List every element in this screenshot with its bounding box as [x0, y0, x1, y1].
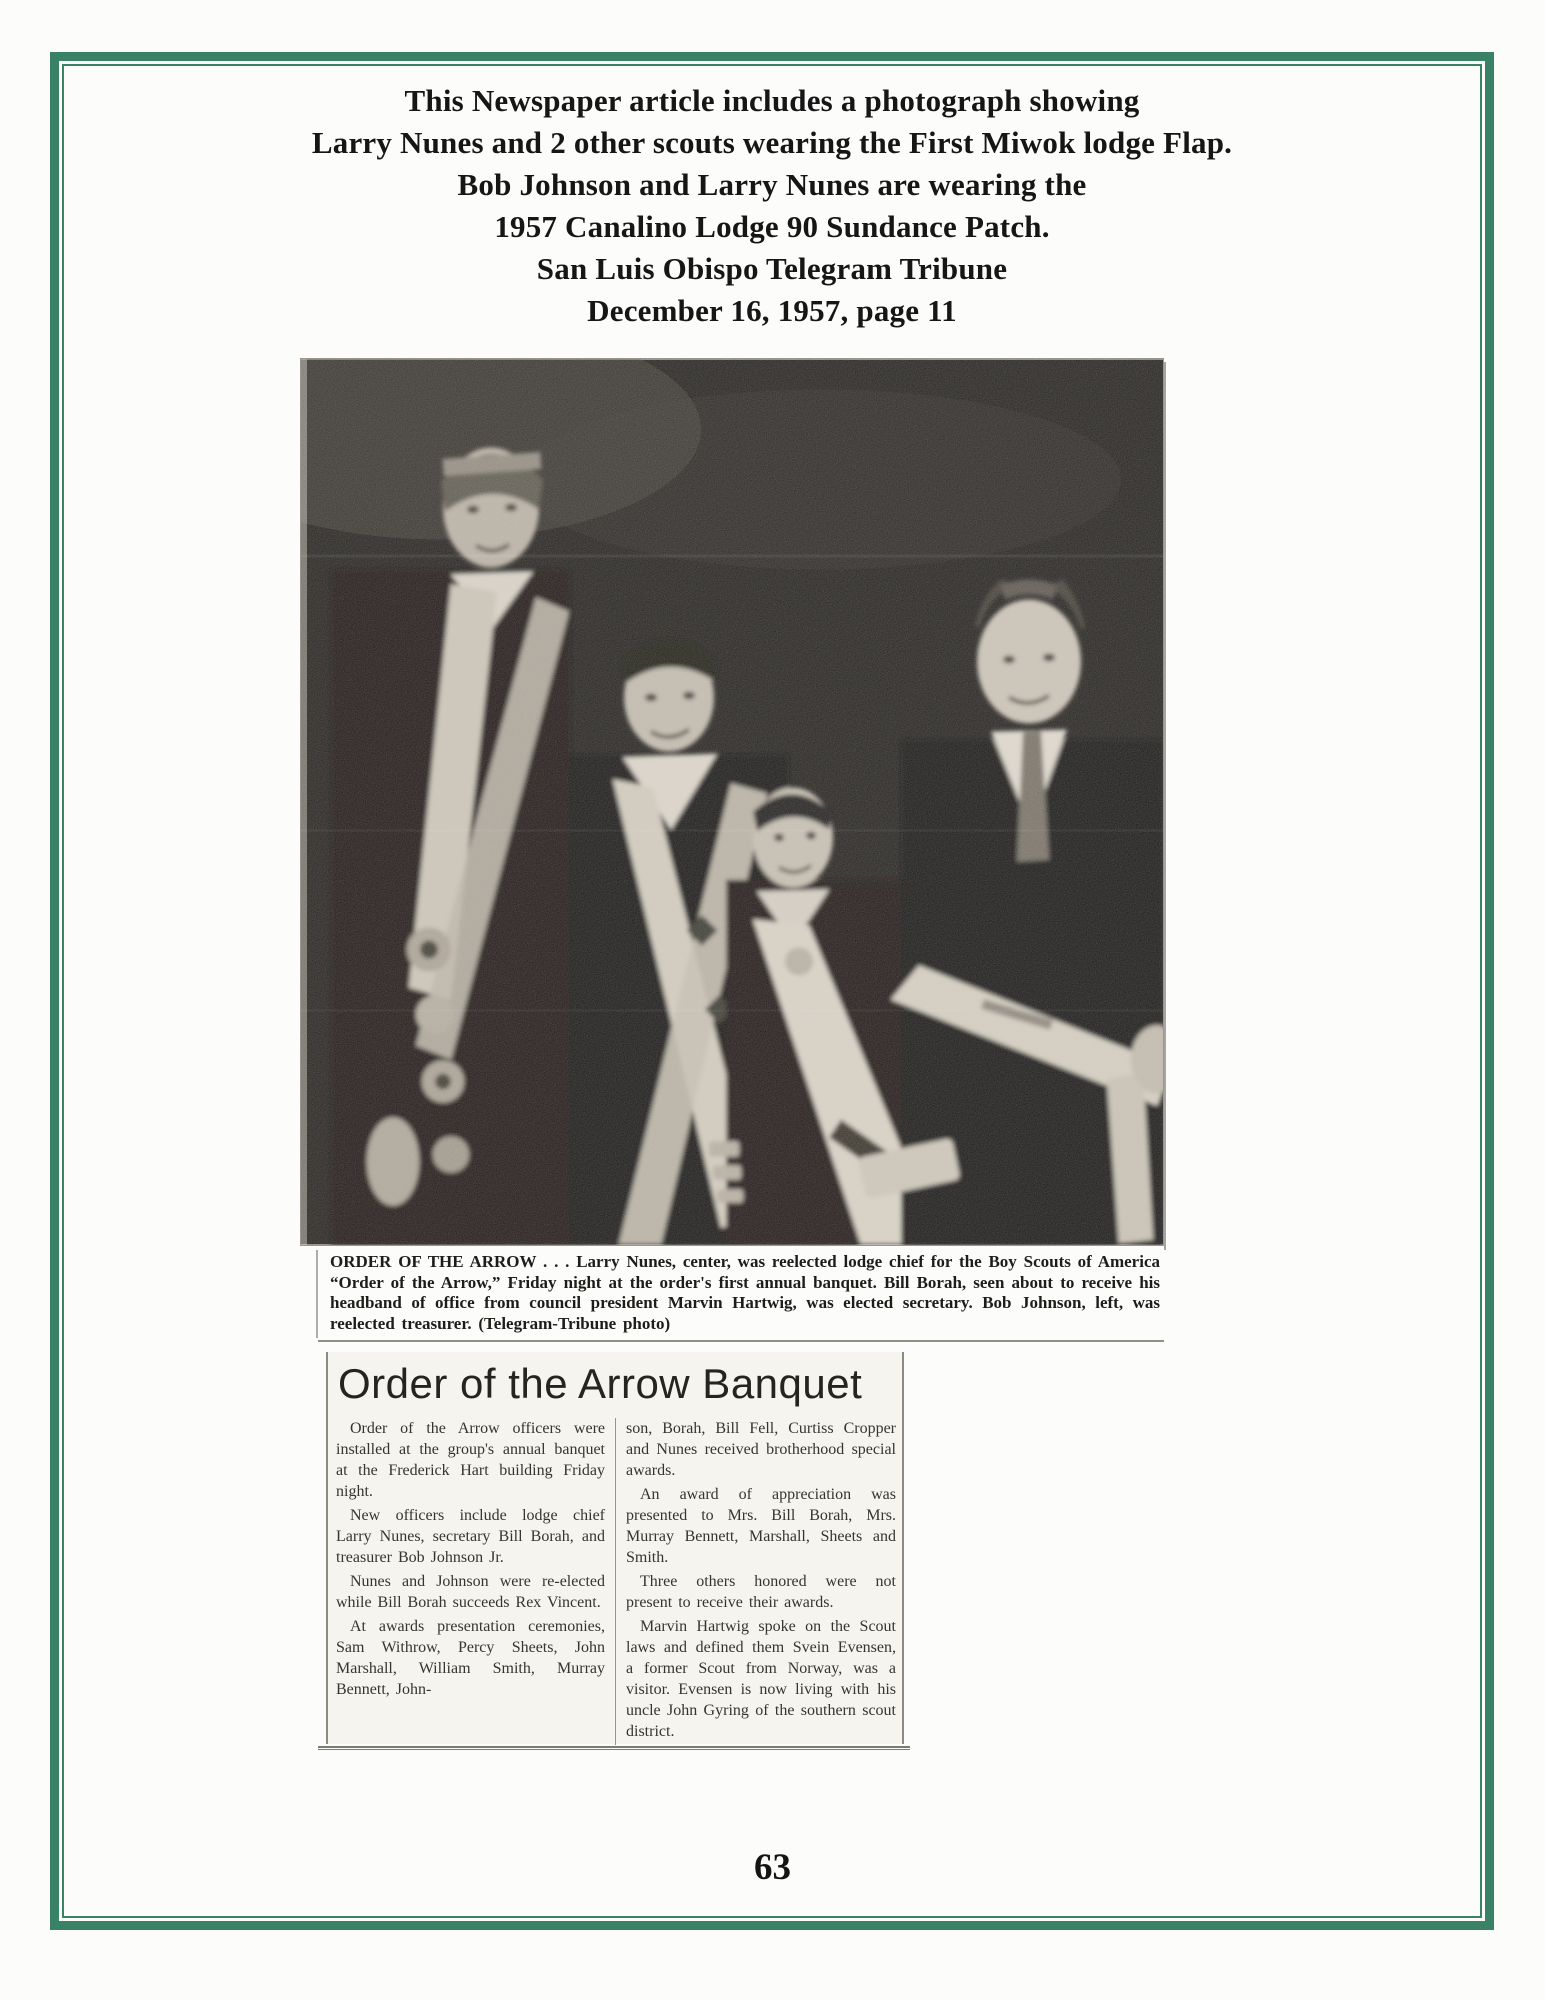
article-paragraph: Three others honored were not present to receive their awards. [626, 1573, 896, 1611]
article-bottom-rule [318, 1746, 910, 1750]
header-description [80, 80, 1464, 332]
header-line: 1957 Canalino Lodge 90 Sundance Patch. [494, 209, 1050, 244]
article-headline: Order of the Arrow Banquet [338, 1360, 863, 1407]
article-column-left [336, 1418, 616, 1745]
header-line: Bob Johnson and Larry Nunes are wearing the [457, 167, 1087, 202]
newspaper-article [326, 1352, 904, 1744]
article-paragraph: Order of the Arrow officers were installed at the group's annual banquet at the Frederick Hart building Friday night. [336, 1420, 605, 1500]
article-paragraph: At awards presentation ceremonies, Sam Withrow, Percy Sheets, John Marshall, William Smith, Murray Bennett, John- [336, 1618, 605, 1698]
article-paragraph: An award of appreciation was presented to Mrs. Bill Borah, Mrs. Murray Bennett, Marshall, Sheets and Smith. [626, 1486, 896, 1566]
article-columns [328, 1412, 902, 1753]
newspaper-photograph [300, 358, 1164, 1246]
header-line: December 16, 1957, page 11 [587, 293, 957, 328]
page-number: 63 [754, 1847, 791, 1888]
clipping-right-edge-line [1164, 362, 1166, 1250]
header-line: This Newspaper article includes a photograph showing [404, 83, 1140, 118]
photo-illustration [300, 358, 1164, 1246]
article-paragraph: Nunes and Johnson were re-elected while Bill Borah succeeds Rex Vincent. [336, 1573, 605, 1611]
article-paragraph: Marvin Hartwig spoke on the Scout laws and defined them Svein Evensen, a former Scout from Norway, was a visitor. Evensen is now living with his uncle John Gyring of the southern scout district. [626, 1618, 896, 1740]
photo-caption: ORDER OF THE ARROW . . . Larry Nunes, center, was reelected lodge chief for the Boy Scouts of America “Order of the Arrow,” Friday night at the order's first annual banquet. Bill Borah, seen about to receive his headband of office from council president Marvin Hartwig, was elected secretary. Bob Johnson, left, was reelected treasurer. (Telegram-Tribune photo) [330, 1252, 1160, 1333]
caption-divider-rule [318, 1340, 1164, 1342]
caption-left-edge-line [316, 1250, 318, 1338]
article-paragraph: son, Borah, Bill Fell, Curtiss Cropper and Nunes received brotherhood special awards. [626, 1420, 896, 1479]
article-column-right [616, 1418, 896, 1745]
header-line: Larry Nunes and 2 other scouts wearing the First Miwok lodge Flap. [311, 125, 1233, 160]
header-line: San Luis Obispo Telegram Tribune [536, 251, 1008, 286]
article-paragraph: New officers include lodge chief Larry Nunes, secretary Bill Borah, and treasurer Bob Johnson Jr. [336, 1507, 605, 1566]
